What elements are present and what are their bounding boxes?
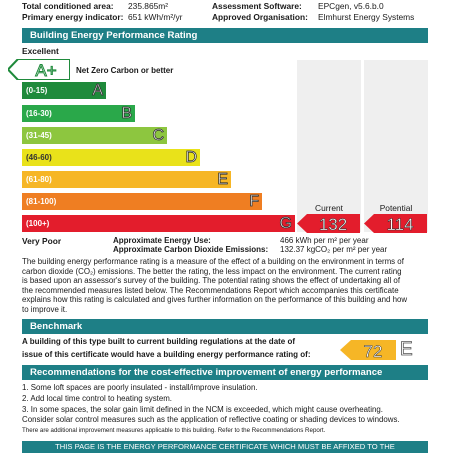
band-a-range: (0-15) [26, 86, 48, 95]
band-f [22, 193, 262, 210]
benchmark-letter: E [400, 339, 413, 360]
recommendation-item: 2. Add local time control to heating system. [22, 394, 172, 403]
band-d-range: (46-60) [26, 153, 52, 162]
band-g-range: (100+) [26, 219, 50, 228]
footer-banner-text: THIS PAGE IS THE ENERGY PERFORMANCE CERTIFICATE WHICH MUST BE AFFIXED TO THE [55, 442, 395, 451]
net-zero-label: Net Zero Carbon or better [76, 66, 174, 75]
description-line: to improve it. [22, 304, 68, 314]
band-b-range: (16-30) [26, 109, 52, 118]
meta-area-label: Total conditioned area: [22, 1, 114, 11]
band-f-letter: F [249, 193, 259, 210]
description-line: is based upon an assessor's survey of the building. The potential rating shows the effect of undertaking all of [22, 276, 401, 285]
band-c-range: (31-45) [26, 131, 52, 140]
band-d [22, 149, 200, 166]
band-c-letter: C [152, 127, 164, 144]
band-g [22, 215, 295, 232]
co2-label: Approximate Carbon Dioxide Emissions: [113, 245, 269, 254]
a-plus-letter: A+ [35, 61, 57, 80]
band-f-range: (81-100) [26, 197, 57, 206]
recommendation-item: Consider solar control measures such as the application of reflective coating or shading devices to windows. [22, 414, 400, 424]
band-b-letter: B [121, 105, 132, 122]
energy-use-value: 466 kWh per m² per year [280, 236, 369, 245]
band-e-range: (61-80) [26, 175, 52, 184]
a-plus-band [8, 59, 70, 80]
band-d-letter: D [185, 149, 197, 166]
band-e [22, 171, 231, 188]
recommendations-footnote: There are additional improvement measures applicable to this building. Refer to the Recommendations Report. [22, 427, 326, 434]
meta-org-label: Approved Organisation: [212, 12, 308, 22]
rating-description [22, 257, 430, 314]
excellent-label: Excellent [22, 46, 59, 56]
benchmark-value: 72 [363, 342, 383, 360]
meta-area-value: 235.865m² [128, 1, 169, 11]
potential-rating-arrow [364, 214, 427, 233]
description-line: explains how this rating is calculated and gives further information on the performance of this building and how [22, 295, 408, 304]
benchmark-arrow [340, 340, 396, 360]
description-line: The building energy performance rating is a measure of the effect of a building on the environment in terms of [22, 257, 404, 266]
recommendation-item: 3. In some spaces, the solar gain limit defined in the NCM is exceeded, which might cause overheating. [22, 405, 383, 414]
very-poor-label: Very Poor [22, 236, 62, 246]
current-rating-value: 132 [318, 215, 348, 233]
footer-banner [22, 441, 428, 453]
benchmark-line-1: A building of this type built to current building regulations at the date of [22, 337, 296, 346]
band-e-letter: E [217, 171, 228, 188]
rating-section-header: Building Energy Performance Rating [22, 28, 428, 43]
potential-rating-value: 114 [386, 215, 414, 233]
energy-use-label: Approximate Energy Use: [113, 236, 211, 245]
meta-software-label: Assessment Software: [212, 1, 302, 11]
meta-pei-label: Primary energy indicator: [22, 12, 124, 22]
recommendation-item: 1. Some loft spaces are poorly insulated - install/improve insulation. [22, 383, 258, 392]
current-rating-arrow [297, 214, 360, 233]
co2-value: 132.37 kgCO₂ per m² per year [280, 245, 388, 254]
band-g-letter: G [279, 215, 292, 232]
band-b [22, 105, 135, 122]
meta-software-value: EPCgen, v5.6.b.0 [318, 1, 384, 11]
potential-label: Potential [379, 203, 413, 213]
benchmark-header: Benchmark [22, 319, 428, 334]
description-line: carbon dioxide (CO₂) emissions. The better the rating, the less impact on the environment. The current rating [22, 266, 402, 276]
meta-org-value: Elmhurst Energy Systems [318, 12, 415, 22]
band-c [22, 127, 167, 144]
benchmark-line-2: issue of this certificate would have a building energy performance rating of: [22, 350, 311, 359]
recommendations-list [22, 383, 432, 424]
current-label: Current [315, 203, 343, 213]
band-a [22, 82, 106, 99]
description-line: the recommended measures listed below. The Recommendations Report which accompanies this certificate [22, 285, 399, 295]
band-a-letter: A [92, 82, 103, 99]
recommendations-header: Recommendations for the cost-effective improvement of energy performance [22, 365, 428, 380]
meta-pei-value: 651 kWh/m²/yr [128, 12, 183, 22]
